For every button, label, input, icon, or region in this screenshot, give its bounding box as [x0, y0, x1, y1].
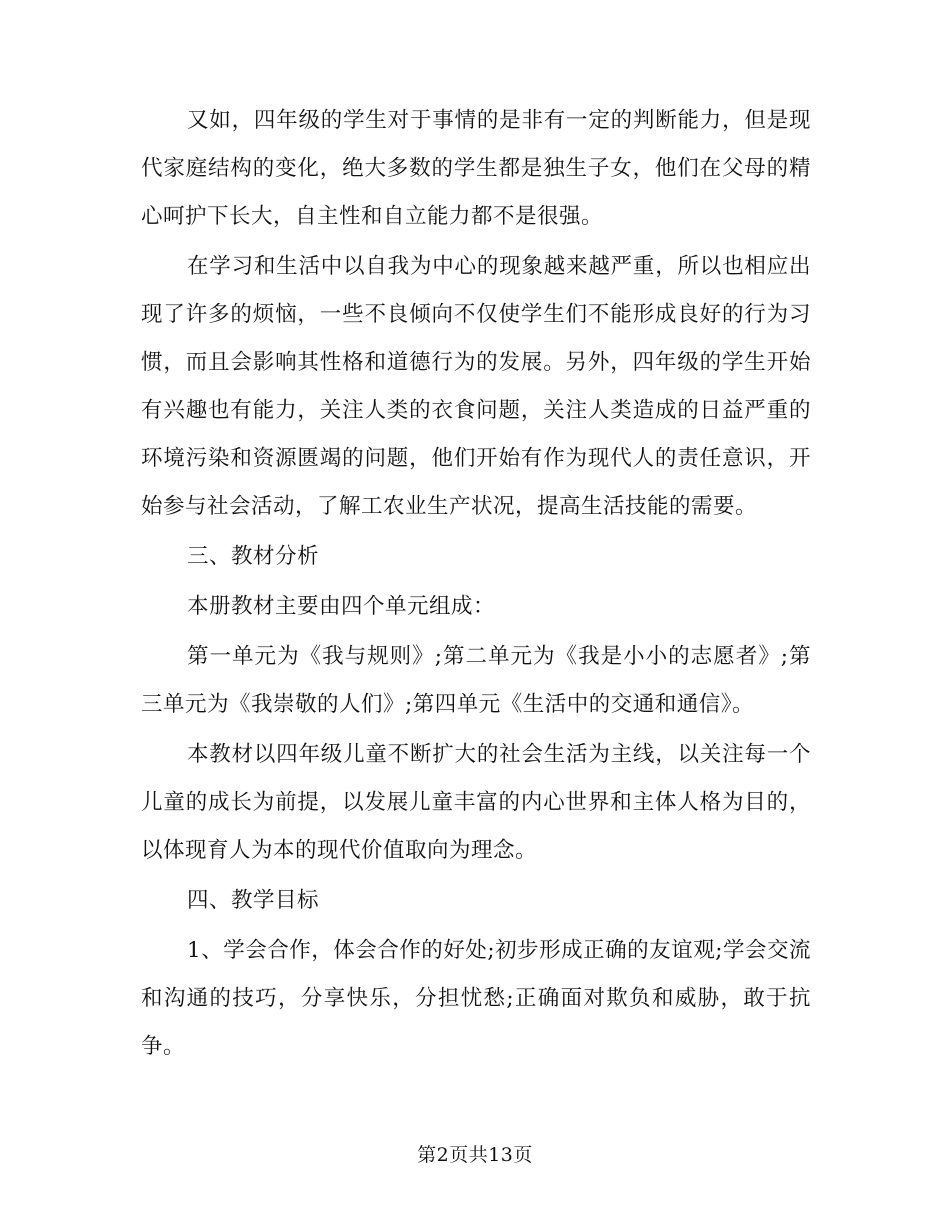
paragraph-units-list: 第一单元为《我与规则》;第二单元为《我是小小的志愿者》;第三单元为《我崇敬的人们》;第四单元《生活中的交通和通信》。	[141, 644, 811, 717]
section-heading-teaching-goals: 四、教学目标	[187, 888, 320, 913]
section-heading-textbook-analysis: 三、教材分析	[187, 544, 320, 569]
paragraph-textbook-mainline: 本教材以四年级儿童不断扩大的社会生活为主线，以关注每一个儿童的成长为前提，以发展儿童丰富的内心世界和主体人格为目的，以体现育人为本的现代价值取向为理念。	[141, 742, 811, 863]
document-body	[141, 97, 811, 1073]
page-number-footer: 第2页共13页	[417, 1144, 533, 1166]
paragraph-goal-1: 1、学会合作，体会合作的好处;初步形成正确的友谊观;学会交流和沟通的技巧，分享快乐，分担忧愁;正确面对欺负和威胁，敢于抗争。	[141, 938, 811, 1059]
paragraph-family-structure: 又如，四年级的学生对于事情的是非有一定的判断能力，但是现代家庭结构的变化，绝大多数的学生都是独生子女，他们在父母的精心呵护下长大，自主性和自立能力都不是很强。	[141, 108, 811, 229]
paragraph-self-centered: 在学习和生活中以自我为中心的现象越来越严重，所以也相应出现了许多的烦恼，一些不良倾向不仅使学生们不能形成良好的行为习惯，而且会影响其性格和道德行为的发展。另外，四年级的学生开始有兴趣也有能力，关注人类的衣食问题，关注人类造成的日益严重的环境污染和资源匮竭的问题，他们开始有作为现代人的责任意识，开始参与社会活动，了解工农业生产状况，提高生活技能的需要。	[141, 254, 811, 519]
paragraph-units-intro: 本册教材主要由四个单元组成：	[187, 594, 496, 619]
